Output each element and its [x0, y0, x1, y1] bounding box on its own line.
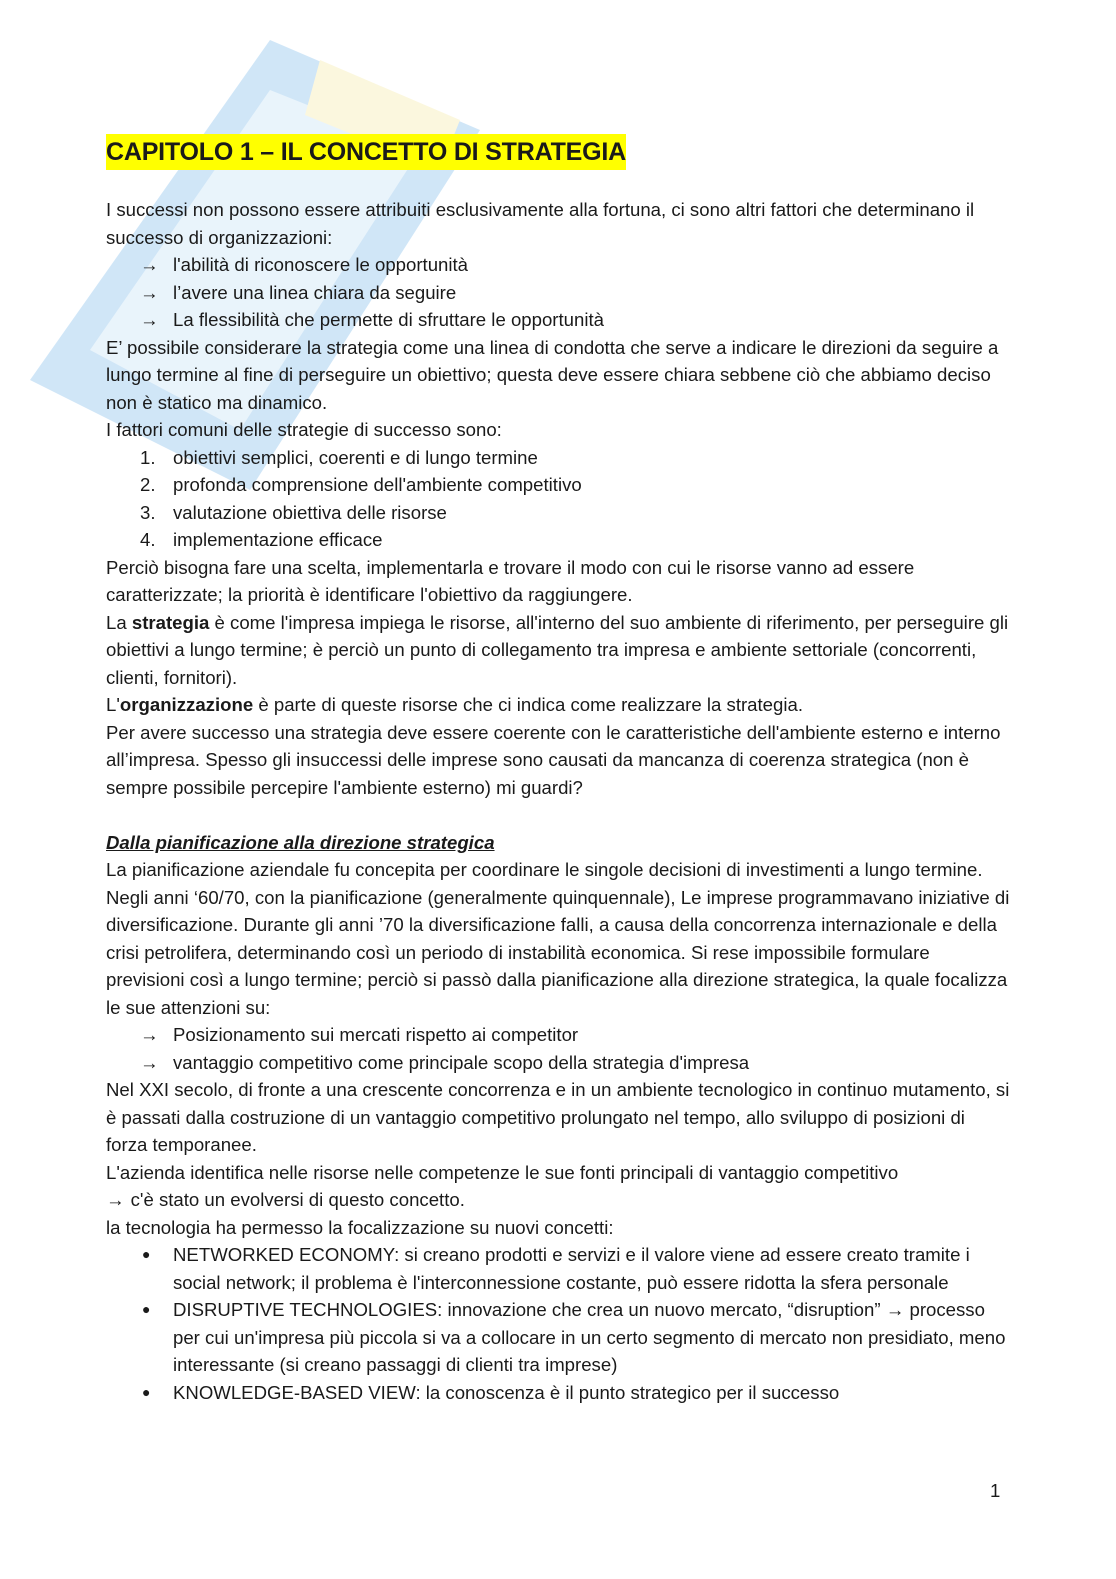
- strategy-definition: E’ possibile considerare la strategia come una linea di condotta che serve a indicare le direzioni da seguire a lungo termine al fine di perseguire un obiettivo; questa deve essere chiara sebbene ciò che abbiamo deciso non è statico ma dinamico.: [106, 336, 999, 413]
- list-item: ● KNOWLEDGE-BASED VIEW: la conoscenza è il punto strategico per il successo: [106, 1379, 1011, 1407]
- bullet-icon: ●: [142, 1246, 151, 1262]
- intro-paragraph: I successi non possono essere attribuiti esclusivamente alla fortuna, ci sono altri fattori che determinano il successo di organizzazioni:: [106, 199, 975, 248]
- organization-paragraph: L'organizzazione è parte di queste risorse che ci indica come realizzare la strategia.: [106, 694, 804, 715]
- page-number: 1: [990, 1480, 1001, 1501]
- arrow-icon: →: [140, 1024, 159, 1045]
- strategy-term: strategia: [131, 611, 210, 633]
- document-page: [106, 130, 1011, 1406]
- organization-term: organizzazione: [119, 694, 254, 715]
- common-factors-intro: I fattori comuni delle strategie di successo sono:: [106, 419, 502, 440]
- resources-paragraph: L'azienda identifica nelle risorse nelle competenze le sue fonti principali di vantaggio competitivo → c'è stato un evolversi di questo concetto.: [106, 1161, 899, 1210]
- arrow-icon: →: [140, 254, 159, 275]
- arrow-icon: →: [140, 281, 159, 303]
- list-item: 4. implementazione efficace: [140, 529, 383, 550]
- coherence-paragraph: Per avere successo una strategia deve essere coerente con le caratteristiche dell'ambiente esterno e interno all’impresa. Spesso gli insuccessi delle imprese sono causati da mancanza di coerenza strategica (non è sempre possibile percepire l'ambiente esterno) mi guardi?: [106, 721, 1001, 798]
- list-item: → La flessibilità che permette di sfruttare le opportunità: [106, 306, 1011, 334]
- arrow-icon: →: [140, 1051, 159, 1073]
- planning-paragraph: La pianificazione aziendale fu concepita per coordinare le singole decisioni di investimenti a lungo termine. Negli anni ‘60/70, con la pianificazione (generalmente quinquennale), Le imprese programmavano iniziative di diversificazione. Durante gli anni ’70 la diversificazione falli, a causa della concorrenza internazionale e della crisi petrolifera, determinando così un periodo di instabilità economica. Si rese impossibile formulare previsioni così a lungo termine; perciò si passò dalla pianificazione alla direzione strategica, la quale focalizza le sue attenzioni su:: [106, 859, 1010, 1018]
- arrow-icon: →: [106, 1189, 125, 1210]
- bullet-icon: ●: [142, 1383, 151, 1400]
- list-item: → Posizionamento sui mercati rispetto ai competitor: [106, 1021, 1011, 1049]
- choice-paragraph: Perciò bisogna fare una scelta, implementarla e trovare il modo con cui le risorse vanno ad essere caratterizzate; la priorità è identificare l'obiettivo da raggiungere.: [106, 556, 915, 605]
- strategy-paragraph: La strategia è come l'impresa impiega le risorse, all'interno del suo ambiente di riferimento, per perseguire gli obiettivi a lungo termine; è perciò un punto di collegamento tra impresa e ambiente settoriale (concorrenti, clienti, fornitori).: [106, 611, 1009, 688]
- list-item: ● NETWORKED ECONOMY: si creano prodotti e servizi e il valore viene ad essere creato tramite i social network; il problema è l'interconnessione costante, può essere ridotta la sfera personale: [106, 1241, 1011, 1296]
- concepts-list: [106, 1241, 1011, 1406]
- list-item: 1. obiettivi semplici, coerenti e di lungo termine: [140, 446, 538, 468]
- bullet-icon: ●: [142, 1301, 151, 1317]
- focus-points-list: [106, 1021, 1011, 1076]
- list-item: → l'abilità di riconoscere le opportunità: [106, 251, 1011, 279]
- list-item: → vantaggio competitivo come principale scopo della strategia d'impresa: [106, 1049, 1011, 1077]
- xxi-century-paragraph: Nel XXI secolo, di fronte a una crescente concorrenza e in un ambiente tecnologico in continuo mutamento, si è passati dalla costruzione di un vantaggio competitivo prolungato nel tempo, allo sviluppo di posizioni di forza temporanee.: [106, 1079, 1010, 1155]
- list-item: → l’avere una linea chiara da seguire: [106, 279, 1011, 307]
- arrow-icon: →: [140, 309, 159, 330]
- section-title: Dalla pianificazione alla direzione strategica: [106, 831, 495, 853]
- success-factors-list: [106, 251, 1011, 334]
- technology-intro: la tecnologia ha permesso la focalizzazione su nuovi concetti:: [106, 1216, 614, 1238]
- common-factors-list: [106, 444, 1011, 554]
- list-item: 3. valutazione obiettiva delle risorse: [140, 501, 447, 523]
- list-item: 2. profonda comprensione dell'ambiente competitivo: [140, 474, 582, 495]
- list-item: ● DISRUPTIVE TECHNOLOGIES: innovazione che crea un nuovo mercato, “disruption” → processo per cui un'impresa più piccola si va a collocare in un certo segmento di mercato non presidiato, meno interessante (si creano passaggi di clienti tra imprese): [106, 1296, 1011, 1379]
- chapter-title: CAPITOLO 1 – IL CONCETTO DI STRATEGIA: [106, 134, 626, 170]
